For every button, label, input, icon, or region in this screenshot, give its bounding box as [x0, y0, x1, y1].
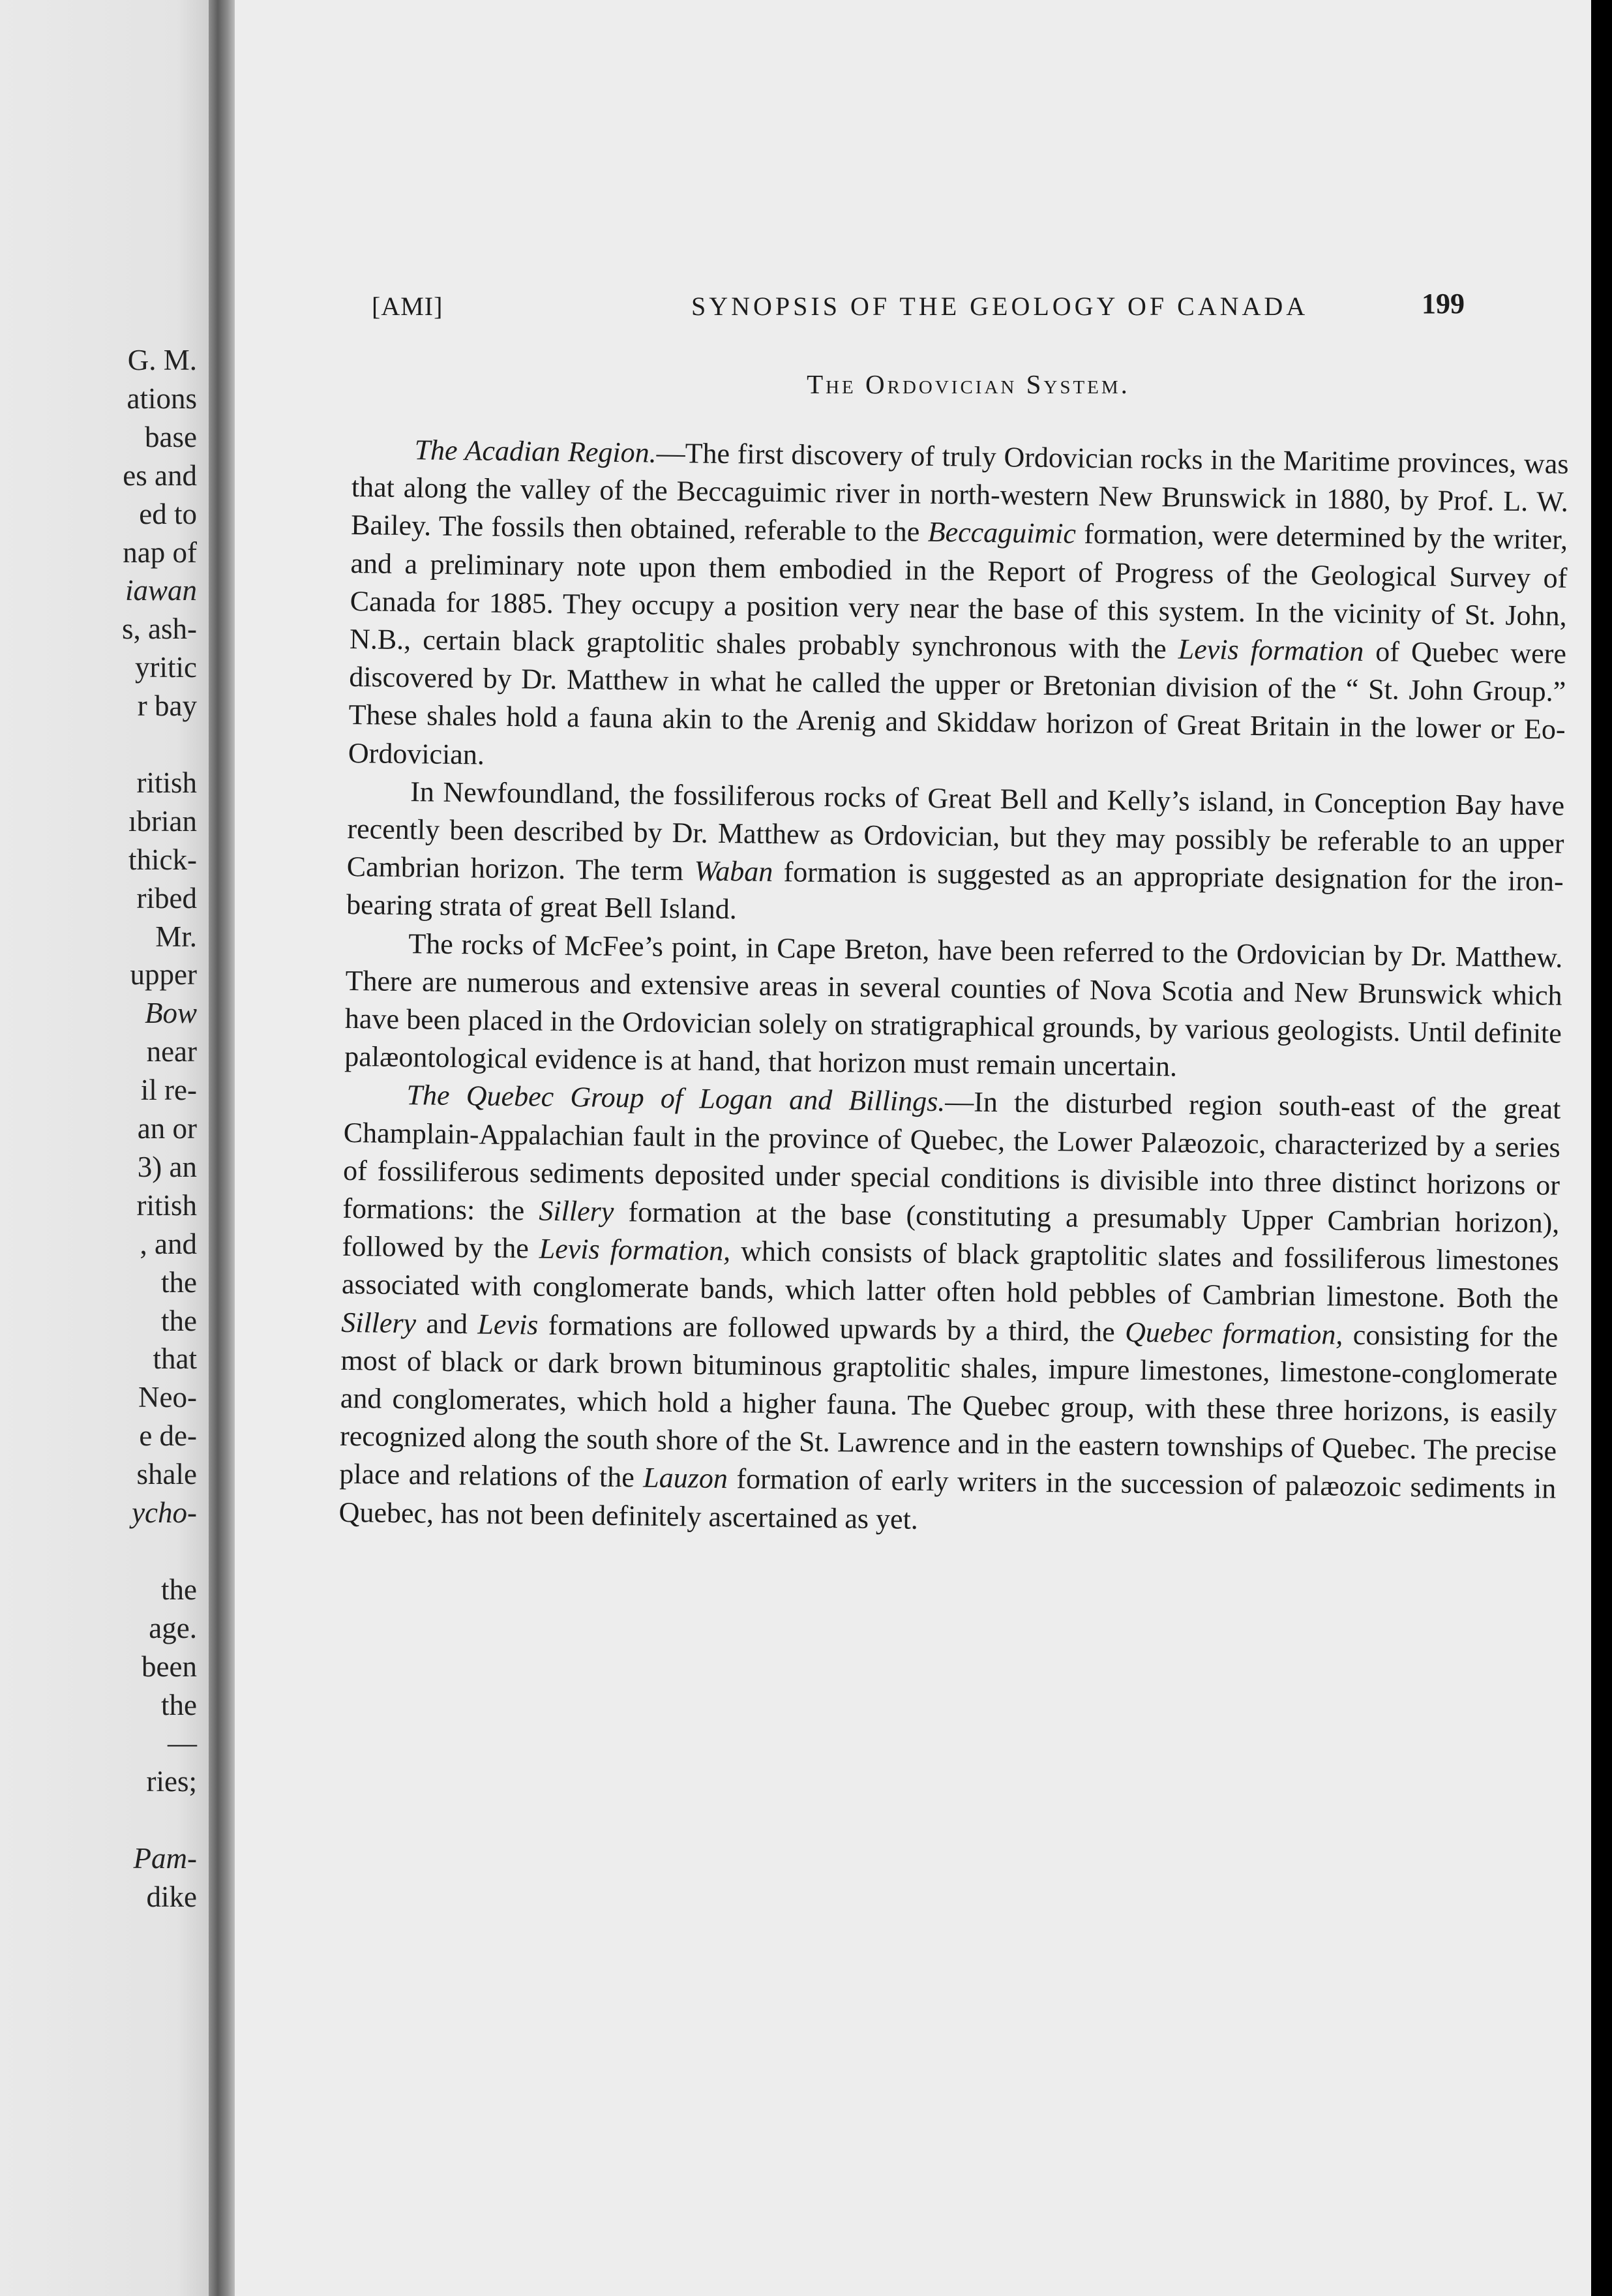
book-gutter: [209, 0, 235, 2296]
left-page-line: —: [168, 1727, 197, 1760]
left-page-line: Neo-: [138, 1381, 197, 1414]
section-heading-text: The Ordovician System.: [807, 369, 1130, 399]
left-page-line: s, ash-: [122, 612, 197, 646]
text-run: formation is suggested as an appropriate designation for the iron-bearing strata of great Bell Island.: [346, 856, 1564, 926]
left-page-line: yritic: [135, 651, 197, 684]
text-run: —The first discovery of truly Ordovician rocks in the Maritime provinces, was that along the valley of the Beccaguimic river in north-western New Brunswick in 1880, by Prof. L. W. Bailey. The fossils then obtained, referable to the: [350, 436, 1569, 549]
left-page-line: ycho-: [132, 1496, 197, 1529]
italic-run: Sillery: [340, 1306, 417, 1339]
text-run: consisting for the most of black or dark brown bituminous graptolitic shales, impure limestones, limestone-conglomerate and conglomerates, which hold a higher fauna. The Quebec group, with these three horizons, is easily recognized along the south shore of the St. Lawrence and in the eastern townships of Quebec. The precise place and relations of the: [339, 1318, 1559, 1494]
left-page-line: ıbrian: [128, 804, 197, 838]
left-page-line: nap of: [123, 536, 197, 569]
header-author-tag: [AMI]: [372, 292, 443, 321]
left-page-line: an or: [137, 1112, 197, 1145]
text-run: of Quebec were discovered by Dr. Matthew in what he called the upper or Bretonian division of the “ St. John Group.” These shales hold a fauna akin to the Arenig and Skiddaw horizon of Great Britain in the lower or Eo-Ordovician.: [348, 635, 1567, 771]
scan-border: [1591, 0, 1612, 2296]
paragraph: [344, 924, 1563, 1091]
left-page-line: base: [145, 420, 197, 453]
left-page-line: that: [153, 1342, 197, 1376]
left-page-line: shale: [136, 1458, 197, 1491]
running-title: SYNOPSIS OF THE GEOLOGY OF CANADA: [691, 292, 1309, 321]
body-text: [338, 430, 1568, 1547]
italic-run: Quebec formation,: [1124, 1316, 1343, 1351]
left-page-line: ritish: [136, 766, 197, 799]
left-page-line: ations: [127, 382, 197, 415]
left-page-line: the: [161, 1573, 197, 1606]
left-page-line: e de-: [139, 1419, 197, 1453]
left-page-line: near: [146, 1035, 197, 1068]
paragraph: [338, 1076, 1560, 1546]
book-page: [235, 0, 1591, 2296]
left-page-line: upper: [130, 958, 197, 991]
left-page-line: 3) an: [137, 1150, 197, 1183]
left-page-line: the: [161, 1304, 197, 1337]
text-run: In Newfoundland, the fossiliferous rocks of Great Bell and Kelly’s island, in Conception Bay have recently been described by Dr. Matthew as Ordovician, but they may possibly be referable to an upper Cambrian horizon. The term: [346, 775, 1565, 887]
italic-run: The Acadian Region.: [414, 434, 657, 469]
running-header: [372, 287, 1591, 326]
italic-run: Levis: [477, 1308, 539, 1341]
left-page-line: age.: [149, 1611, 197, 1644]
left-page-line: es and: [123, 459, 197, 492]
left-page-line: been: [142, 1650, 197, 1683]
left-page-line: ribed: [136, 881, 197, 914]
left-page-line: iawan: [125, 574, 197, 607]
text-run: The rocks of McFee’s point, in Cape Breton, have been referred to the Ordovician by Dr. Matthew. There are numerous and extensive areas in several counties of Nova Scotia and New Brunswick which have been placed in the Ordovician solely on stratigraphical grounds, by various geologists. Until definite palæontological evidence is at hand, that horizon must remain uncertain.: [344, 927, 1563, 1083]
left-page-line: Bow: [144, 997, 197, 1030]
italic-run: Sillery: [539, 1194, 614, 1228]
italic-run: Levis formation: [1178, 633, 1364, 667]
italic-run: Lauzon: [643, 1462, 728, 1495]
paragraph: [346, 772, 1565, 939]
italic-run: The Quebec Group of Logan and Billings.: [406, 1079, 946, 1118]
italic-run: Levis formation,: [539, 1232, 731, 1267]
text-run: formation, were determined by the writer, and a preliminary note upon them embodied in the Report of Progress of the Geological Survey of Canada for 1885. They occupy a position very near the base of this system. In the vicinity of St. John, N.B., certain black graptolitic shales probably synchronous with the: [349, 517, 1568, 665]
left-page-line: the: [161, 1688, 197, 1721]
left-page-line: Pam-: [133, 1842, 197, 1875]
section-heading: [372, 369, 1565, 400]
text-run: which consists of black graptolitic slates and fossiliferous limestones associated with conglomerate bands, which latter often hold pebbles of Cambrian limestone. Both the: [341, 1235, 1559, 1316]
italic-run: Beccaguimic: [927, 516, 1077, 550]
left-page-line: ries;: [146, 1765, 197, 1798]
left-page-line: G. M.: [127, 344, 197, 376]
left-page-fragment: [0, 0, 209, 2296]
left-page-line: , and: [140, 1227, 197, 1260]
page-number: 199: [1422, 288, 1465, 320]
left-page-line: il re-: [140, 1074, 197, 1107]
italic-run: Waban: [694, 854, 773, 888]
left-page-line: ed to: [139, 497, 197, 530]
paragraph: [348, 430, 1569, 787]
left-page-line: r bay: [137, 689, 197, 723]
left-page-line: the: [161, 1265, 197, 1299]
text-run: and: [415, 1307, 478, 1340]
text-run: formation of early writers in the succession of palæozoic sediments in Quebec, has not been definitely ascertained as yet.: [338, 1462, 1557, 1535]
text-run: formations are followed upwards by a third, the: [538, 1308, 1126, 1348]
left-page-line: Mr.: [155, 920, 197, 953]
left-page-line: dike: [146, 1881, 197, 1913]
left-page-line: thick-: [128, 843, 197, 876]
left-page-line: ritish: [136, 1188, 197, 1222]
text-run: formation at the base (constituting a presumably Upper Cambrian horizon), followed by the: [342, 1196, 1560, 1265]
text-run: —In the disturbed region south-east of the great Champlain-Appalachian fault in the province of Quebec, the Lower Palæozoic, characterized by a series of fossiliferous sediments deposited under special conditions is divisible into three distinct horizons or formations: the: [342, 1085, 1561, 1227]
